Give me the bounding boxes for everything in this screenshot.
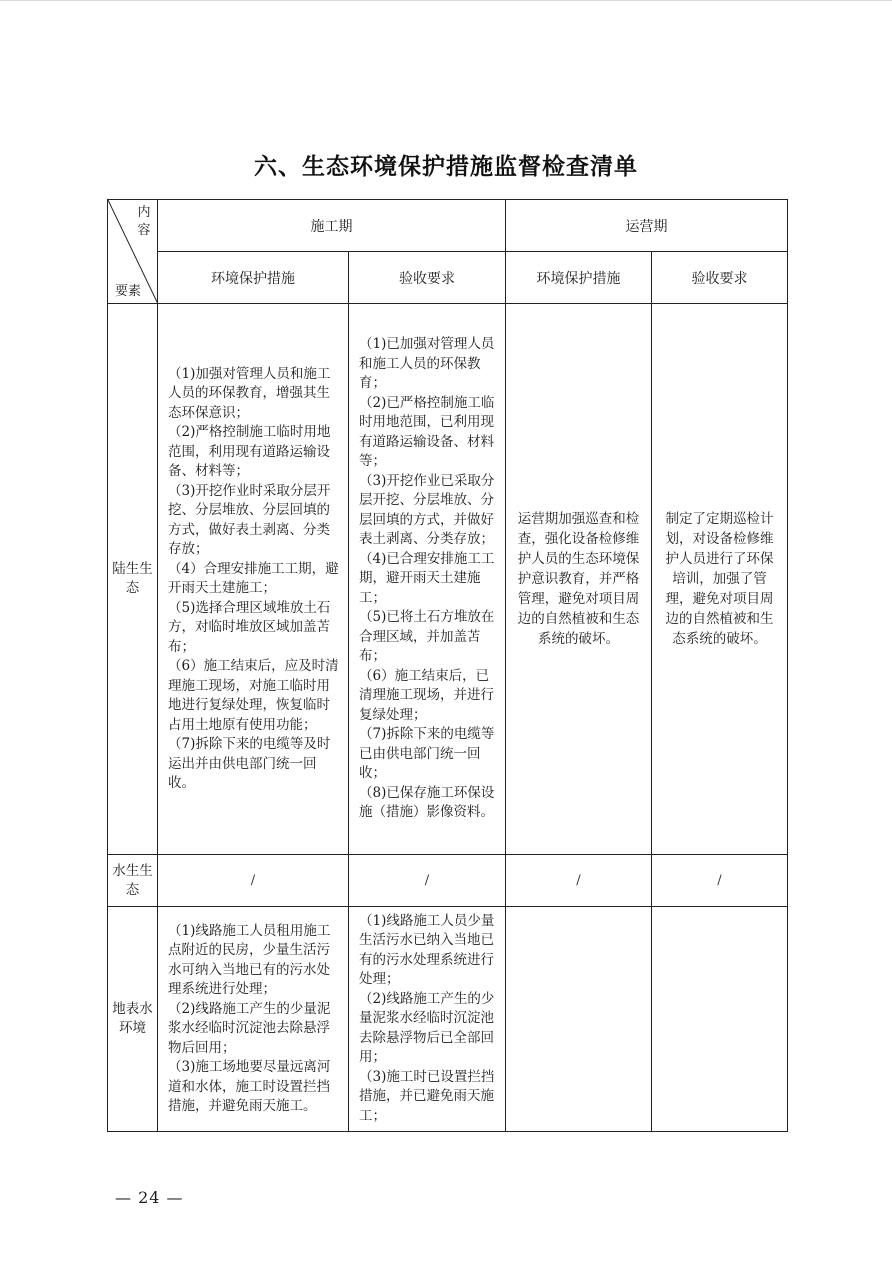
row-aquatic-ecology <box>108 855 788 907</box>
list-item: （5)已将土石方堆放在合理区域，并加盖苫布； <box>359 609 495 665</box>
construction-measures-cell <box>158 907 349 1132</box>
construction-acceptance-header: 验收要求 <box>349 252 506 304</box>
list-item: （2)已严格控制施工临时用地范围，已利用现有道路运输设备、材料等； <box>359 394 495 470</box>
row-surface-water <box>108 907 788 1132</box>
operation-acceptance-header: 验收要求 <box>652 252 788 304</box>
row-terrestrial-ecology <box>108 304 788 855</box>
element-cell: 地表水环境 <box>108 907 158 1132</box>
operation-period-header: 运营期 <box>506 200 788 252</box>
list-item: （2)线路施工产生的少量泥浆水经临时沉淀池去除悬浮物后已全部回用； <box>359 990 495 1066</box>
list-item: （3)施工时已设置拦挡措施，并已避免雨天施工； <box>359 1068 495 1124</box>
list-item: （1)线路施工人员少量生活污水已纳入当地已有的污水处理系统进行处理； <box>359 912 495 988</box>
operation-measures-cell <box>506 907 652 1132</box>
corner-top-label: 内容 <box>137 205 151 238</box>
list-item: （6）施工结束后，应及时清理施工现场，对施工临时用地进行复绿处理，恢复临时占用土地原有使用功能； <box>168 658 339 733</box>
operation-measures-cell: 运营期加强巡查和检查，强化设备检修维护人员的生态环境保护意识教育，并严格管理，避免对项目周边的自然植被和生态系统的破坏。 <box>506 304 652 855</box>
list-item: （7)拆除下来的电缆等及时运出并由供电部门统一回收。 <box>168 736 331 791</box>
page-title: 六、生态环境保护措施监督检查清单 <box>254 154 638 180</box>
list-item: （5)选择合理区域堆放土石方，对临时堆放区域加盖苫布； <box>168 599 331 655</box>
construction-measures-cell <box>158 304 349 855</box>
list-item: （7)拆除下来的电缆等已由供电部门统一回收； <box>359 726 495 782</box>
list-item: （2)线路施工产生的少量泥浆水经临时沉淀池去除悬浮物后回用； <box>168 1000 331 1056</box>
list-item: （4)已合理安排施工工期，避开雨天土建施工； <box>359 550 495 606</box>
construction-acceptance-cell <box>349 907 506 1132</box>
page-number: — 24 — <box>115 1188 184 1207</box>
construction-period-header: 施工期 <box>158 200 506 252</box>
operation-acceptance-cell <box>652 907 788 1132</box>
operation-measures-header: 环境保护措施 <box>506 252 652 304</box>
corner-bottom-label: 要素 <box>115 284 142 299</box>
list-item: （3)开挖作业时采取分层开挖、分层堆放、分层回填的方式，做好表土剥离、分类存放； <box>168 482 331 557</box>
list-item: （1)已加强对管理人员和施工人员的环保教育； <box>359 336 495 392</box>
not-applicable-cell: / <box>506 855 652 907</box>
list-item: （6）施工结束后，已清理施工现场，并进行复绿处理； <box>359 667 494 723</box>
construction-measures-header: 环境保护措施 <box>158 252 349 304</box>
list-item: （8)已保存施工环保设施（措施）影像资料。 <box>359 784 495 821</box>
list-item: （3)开挖作业已采取分层开挖、分层堆放、分层回填的方式，并做好表土剥离、分类存放； <box>359 472 495 548</box>
header-row-1 <box>108 200 788 252</box>
not-applicable-cell: / <box>349 855 506 907</box>
list-item: （3)施工场地要尽量远离河道和水体，施工时设置拦挡措施，并避免雨天施工。 <box>168 1059 331 1114</box>
operation-acceptance-cell: 制定了定期巡检计划，对设备检修维护人员进行了环保培训，加强了管理，避免对项目周边的自然植被和生态系统的破坏。 <box>652 304 788 855</box>
list-item: （4）合理安排施工工期，避开雨天土建施工； <box>168 560 339 596</box>
not-applicable-cell: / <box>652 855 788 907</box>
element-cell: 陆生生态 <box>108 304 158 855</box>
header-row-2 <box>108 252 788 304</box>
construction-acceptance-cell <box>349 304 506 855</box>
inspection-table <box>107 199 788 1132</box>
list-item: （1)加强对管理人员和施工人员的环保教育，增强其生态环保意识； <box>168 365 331 421</box>
list-item: （2)严格控制施工临时用地范围，利用现有道路运输设备、材料等； <box>168 424 331 479</box>
not-applicable-cell: / <box>158 855 349 907</box>
corner-header-cell <box>108 200 158 304</box>
element-cell: 水生生态 <box>108 855 158 907</box>
list-item: （1)线路施工人员租用施工点附近的民房，少量生活污水可纳入当地已有的污水处理系统进行处理； <box>168 922 331 997</box>
